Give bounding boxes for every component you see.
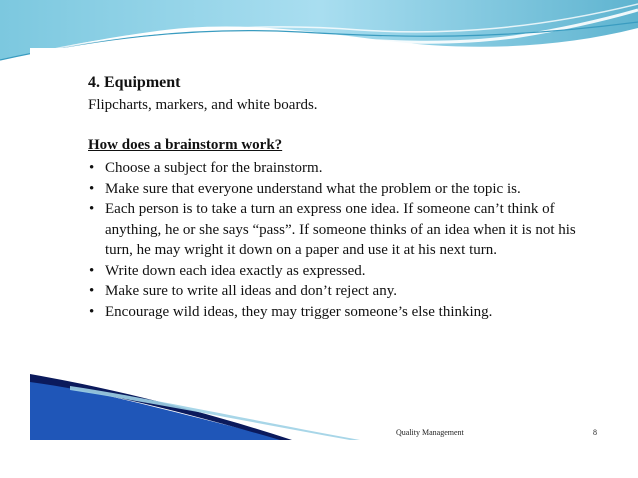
list-item: • Encourage wild ideas, they may trigger someone’s else thinking. xyxy=(88,302,588,323)
list-item: • Write down each idea exactly as expressed. xyxy=(88,261,588,282)
equipment-heading: 4. Equipment xyxy=(88,74,181,91)
list-item: • Each person is to take a turn an express one idea. If someone can’t think of anything, he or she says “pass”. If someone thinks of an idea when it is not his turn, he may wright it down on a paper and use it at his next turn. xyxy=(88,199,588,261)
slide-content xyxy=(88,73,588,322)
page-number: 8 xyxy=(593,428,597,437)
slide-page xyxy=(30,48,608,440)
equipment-text: Flipcharts, markers, and white boards. xyxy=(88,97,318,113)
brainstorm-steps-list xyxy=(88,158,588,322)
list-item: • Make sure to write all ideas and don’t reject any. xyxy=(88,281,588,302)
brainstorm-section-title: How does a brainstorm work? xyxy=(88,137,283,153)
footer-title: Quality Management xyxy=(396,428,464,437)
list-item: • Make sure that everyone understand what the problem or the topic is. xyxy=(88,179,588,200)
list-item: • Choose a subject for the brainstorm. xyxy=(88,158,588,179)
